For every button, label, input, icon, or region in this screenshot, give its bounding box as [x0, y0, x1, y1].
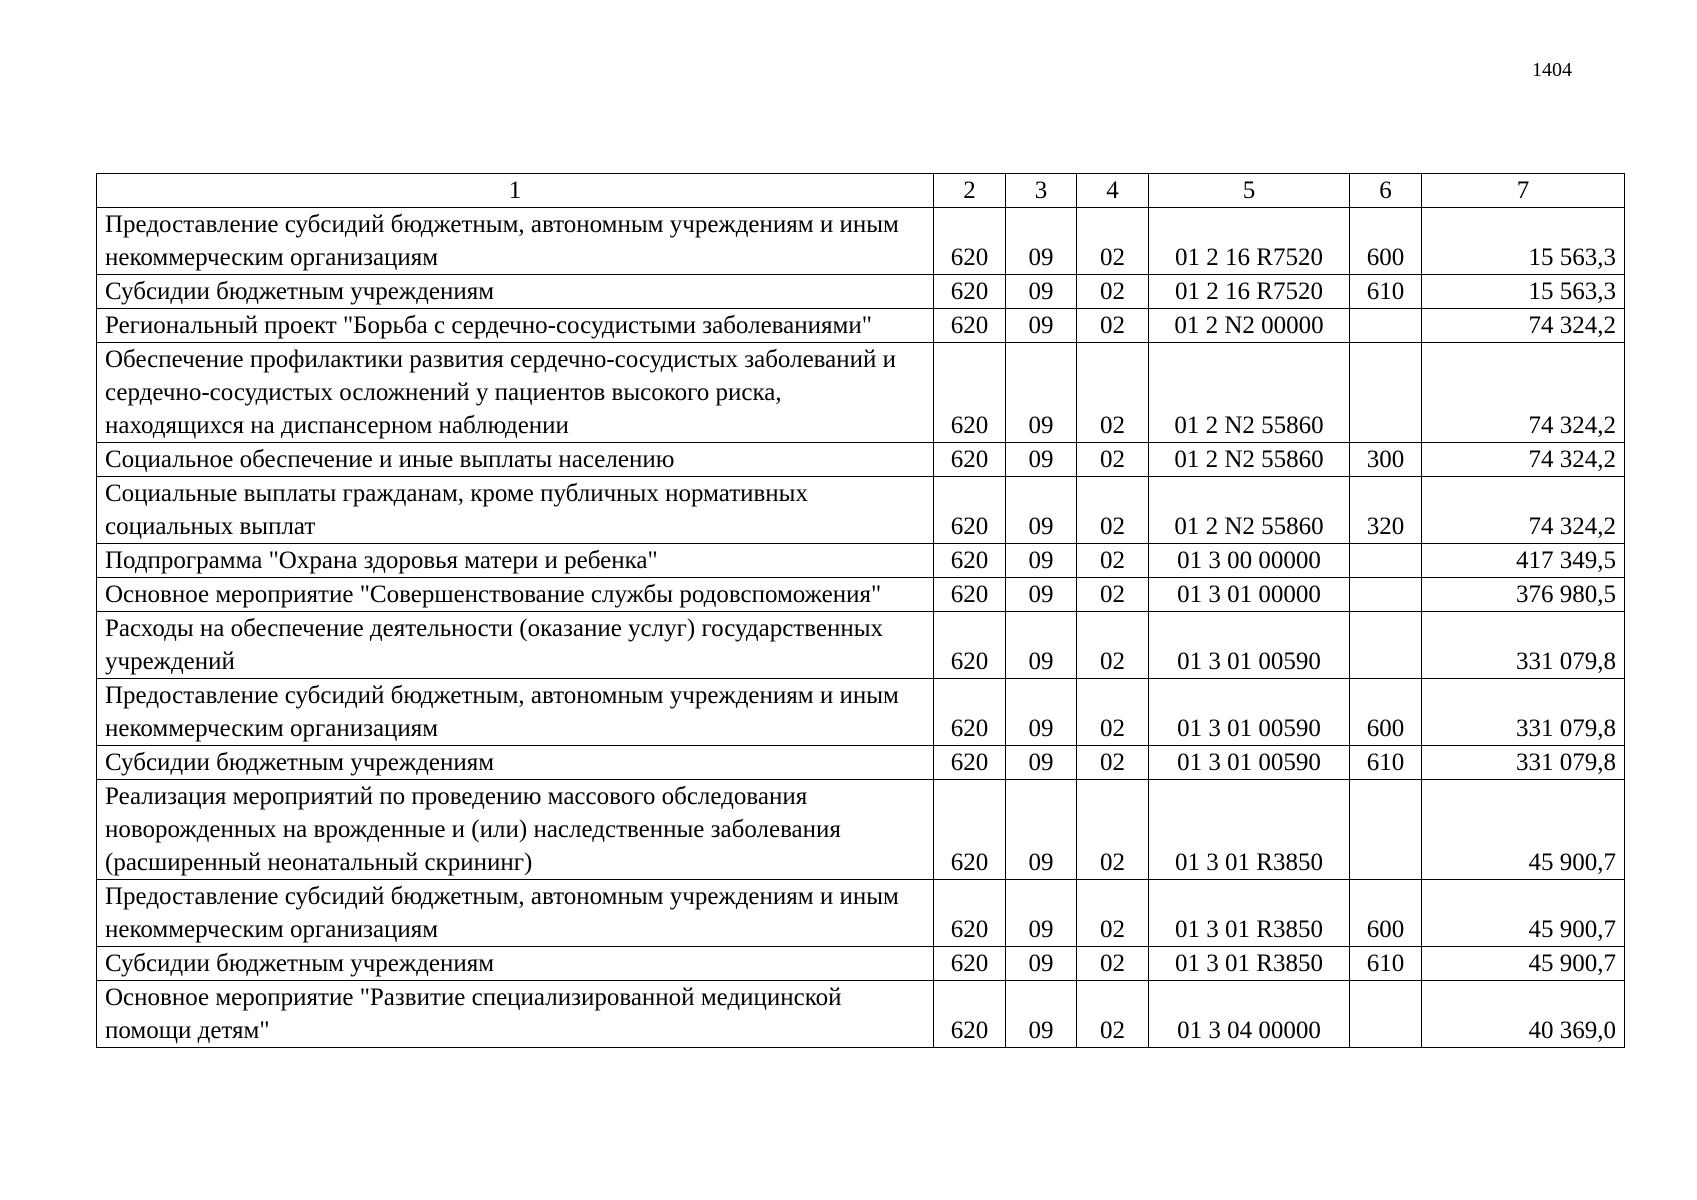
expense-type-cell: 320 — [1350, 477, 1422, 544]
target-article-cell: 01 3 01 00590 — [1149, 746, 1350, 780]
item-name-cell: Субсидии бюджетным учреждениям — [97, 947, 934, 981]
budget-table — [96, 173, 1625, 1048]
column-number: 6 — [1350, 174, 1422, 208]
subsection-code-cell: 02 — [1077, 880, 1149, 947]
item-name-cell: Основное мероприятие "Совершенствование службы родовспоможения" — [97, 578, 934, 612]
section-code-cell: 09 — [1006, 780, 1077, 880]
column-number: 2 — [934, 174, 1006, 208]
subsection-code-cell: 02 — [1077, 981, 1149, 1048]
table-row — [97, 544, 1625, 578]
expense-type-cell — [1350, 343, 1422, 443]
item-name-cell: Подпрограмма "Охрана здоровья матери и ребенка" — [97, 544, 934, 578]
subsection-code-cell: 02 — [1077, 947, 1149, 981]
amount-cell: 45 900,7 — [1422, 780, 1625, 880]
table-row — [97, 477, 1625, 544]
table-row — [97, 981, 1625, 1048]
amount-cell: 331 079,8 — [1422, 679, 1625, 746]
table-row — [97, 679, 1625, 746]
target-article-cell: 01 3 01 R3850 — [1149, 780, 1350, 880]
expense-type-cell: 610 — [1350, 275, 1422, 309]
column-number: 4 — [1077, 174, 1149, 208]
amount-cell: 331 079,8 — [1422, 746, 1625, 780]
column-number: 3 — [1006, 174, 1077, 208]
ministry-code-cell: 620 — [934, 343, 1006, 443]
section-code-cell: 09 — [1006, 477, 1077, 544]
amount-cell: 15 563,3 — [1422, 208, 1625, 275]
amount-cell: 45 900,7 — [1422, 880, 1625, 947]
target-article-cell: 01 3 01 00590 — [1149, 612, 1350, 679]
subsection-code-cell: 02 — [1077, 477, 1149, 544]
subsection-code-cell: 02 — [1077, 343, 1149, 443]
section-code-cell: 09 — [1006, 343, 1077, 443]
ministry-code-cell: 620 — [934, 746, 1006, 780]
page-number: 1404 — [1532, 59, 1572, 81]
ministry-code-cell: 620 — [934, 880, 1006, 947]
section-code-cell: 09 — [1006, 544, 1077, 578]
table-row — [97, 947, 1625, 981]
target-article-cell: 01 2 N2 55860 — [1149, 477, 1350, 544]
column-number: 1 — [97, 174, 934, 208]
target-article-cell: 01 2 16 R7520 — [1149, 275, 1350, 309]
subsection-code-cell: 02 — [1077, 309, 1149, 343]
item-name-cell: Субсидии бюджетным учреждениям — [97, 275, 934, 309]
table-row — [97, 578, 1625, 612]
table-row — [97, 208, 1625, 275]
target-article-cell: 01 2 N2 55860 — [1149, 343, 1350, 443]
ministry-code-cell: 620 — [934, 780, 1006, 880]
expense-type-cell — [1350, 309, 1422, 343]
subsection-code-cell: 02 — [1077, 544, 1149, 578]
item-name-cell: Обеспечение профилактики развития сердечно-сосудистых заболеваний и сердечно-сосудистых осложнений у пациентов высокого риска, находящихся на диспансерном наблюдении — [97, 343, 934, 443]
section-code-cell: 09 — [1006, 880, 1077, 947]
expense-type-cell — [1350, 578, 1422, 612]
target-article-cell: 01 3 00 00000 — [1149, 544, 1350, 578]
expense-type-cell — [1350, 544, 1422, 578]
ministry-code-cell: 620 — [934, 612, 1006, 679]
section-code-cell: 09 — [1006, 275, 1077, 309]
item-name-cell: Субсидии бюджетным учреждениям — [97, 746, 934, 780]
table-row — [97, 880, 1625, 947]
subsection-code-cell: 02 — [1077, 746, 1149, 780]
section-code-cell: 09 — [1006, 578, 1077, 612]
ministry-code-cell: 620 — [934, 544, 1006, 578]
expense-type-cell — [1350, 780, 1422, 880]
expense-type-cell: 600 — [1350, 679, 1422, 746]
table-body — [97, 174, 1625, 1048]
section-code-cell: 09 — [1006, 947, 1077, 981]
subsection-code-cell: 02 — [1077, 679, 1149, 746]
ministry-code-cell: 620 — [934, 309, 1006, 343]
section-code-cell: 09 — [1006, 443, 1077, 477]
section-code-cell: 09 — [1006, 309, 1077, 343]
ministry-code-cell: 620 — [934, 679, 1006, 746]
target-article-cell: 01 2 16 R7520 — [1149, 208, 1350, 275]
expense-type-cell: 300 — [1350, 443, 1422, 477]
item-name-cell: Предоставление субсидий бюджетным, автономным учреждениям и иным некоммерческим организациям — [97, 679, 934, 746]
item-name-cell: Основное мероприятие "Развитие специализированной медицинской помощи детям" — [97, 981, 934, 1048]
ministry-code-cell: 620 — [934, 981, 1006, 1048]
subsection-code-cell: 02 — [1077, 578, 1149, 612]
section-code-cell: 09 — [1006, 981, 1077, 1048]
amount-cell: 331 079,8 — [1422, 612, 1625, 679]
subsection-code-cell: 02 — [1077, 275, 1149, 309]
amount-cell: 74 324,2 — [1422, 477, 1625, 544]
expense-type-cell: 610 — [1350, 947, 1422, 981]
item-name-cell: Региональный проект "Борьба с сердечно-сосудистыми заболеваниями" — [97, 309, 934, 343]
target-article-cell: 01 3 04 00000 — [1149, 981, 1350, 1048]
target-article-cell: 01 3 01 00590 — [1149, 679, 1350, 746]
amount-cell: 417 349,5 — [1422, 544, 1625, 578]
subsection-code-cell: 02 — [1077, 612, 1149, 679]
table-row — [97, 612, 1625, 679]
table-row — [97, 746, 1625, 780]
table-row — [97, 275, 1625, 309]
subsection-code-cell: 02 — [1077, 780, 1149, 880]
section-code-cell: 09 — [1006, 746, 1077, 780]
target-article-cell: 01 3 01 R3850 — [1149, 880, 1350, 947]
ministry-code-cell: 620 — [934, 443, 1006, 477]
expense-type-cell: 610 — [1350, 746, 1422, 780]
table-row — [97, 309, 1625, 343]
ministry-code-cell: 620 — [934, 208, 1006, 275]
target-article-cell: 01 2 N2 00000 — [1149, 309, 1350, 343]
ministry-code-cell: 620 — [934, 477, 1006, 544]
column-number-row — [97, 174, 1625, 208]
column-number: 5 — [1149, 174, 1350, 208]
expense-type-cell — [1350, 981, 1422, 1048]
amount-cell: 15 563,3 — [1422, 275, 1625, 309]
item-name-cell: Социальное обеспечение и иные выплаты населению — [97, 443, 934, 477]
item-name-cell: Предоставление субсидий бюджетным, автономным учреждениям и иным некоммерческим организациям — [97, 880, 934, 947]
ministry-code-cell: 620 — [934, 947, 1006, 981]
target-article-cell: 01 3 01 R3850 — [1149, 947, 1350, 981]
item-name-cell: Социальные выплаты гражданам, кроме публичных нормативных социальных выплат — [97, 477, 934, 544]
subsection-code-cell: 02 — [1077, 208, 1149, 275]
amount-cell: 376 980,5 — [1422, 578, 1625, 612]
item-name-cell: Реализация мероприятий по проведению массового обследования новорожденных на врожденные и (или) наследственные заболевания (расширенный неонатальный скрининг) — [97, 780, 934, 880]
subsection-code-cell: 02 — [1077, 443, 1149, 477]
item-name-cell: Расходы на обеспечение деятельности (оказание услуг) государственных учреждений — [97, 612, 934, 679]
section-code-cell: 09 — [1006, 208, 1077, 275]
table-row — [97, 780, 1625, 880]
item-name-cell: Предоставление субсидий бюджетным, автономным учреждениям и иным некоммерческим организациям — [97, 208, 934, 275]
section-code-cell: 09 — [1006, 612, 1077, 679]
amount-cell: 40 369,0 — [1422, 981, 1625, 1048]
expense-type-cell — [1350, 612, 1422, 679]
target-article-cell: 01 3 01 00000 — [1149, 578, 1350, 612]
amount-cell: 74 324,2 — [1422, 309, 1625, 343]
section-code-cell: 09 — [1006, 679, 1077, 746]
column-number: 7 — [1422, 174, 1625, 208]
amount-cell: 74 324,2 — [1422, 343, 1625, 443]
ministry-code-cell: 620 — [934, 578, 1006, 612]
expense-type-cell: 600 — [1350, 208, 1422, 275]
amount-cell: 45 900,7 — [1422, 947, 1625, 981]
ministry-code-cell: 620 — [934, 275, 1006, 309]
amount-cell: 74 324,2 — [1422, 443, 1625, 477]
target-article-cell: 01 2 N2 55860 — [1149, 443, 1350, 477]
table-row — [97, 443, 1625, 477]
table-row — [97, 343, 1625, 443]
expense-type-cell: 600 — [1350, 880, 1422, 947]
